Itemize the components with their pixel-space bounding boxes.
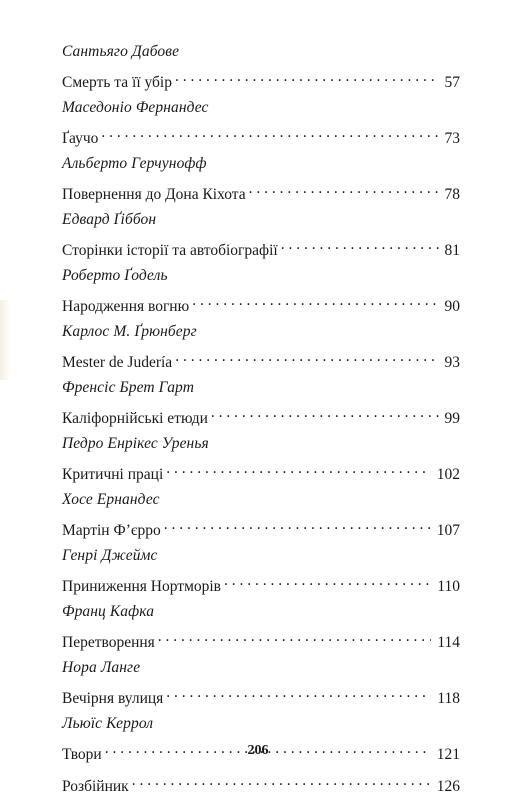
table-of-contents [62,38,460,795]
toc-page-number: 102 [431,465,460,485]
dot-leader [166,683,431,703]
dot-leader [192,291,438,311]
toc-entry [62,490,460,539]
toc-author: Педро Енрікес Уренья [62,435,209,452]
page-number-folio: 206 [247,743,269,758]
toc-line [62,179,460,203]
toc-entry [62,602,460,651]
toc-title: Критичні праці [62,466,164,483]
toc-entry [62,378,460,427]
dot-leader [175,347,438,367]
toc-page-number: 118 [431,689,460,709]
toc-author: Нора Ланге [62,659,141,676]
toc-entry [62,434,460,483]
toc-page-number: 81 [439,241,461,261]
toc-title: Перетворення [62,634,155,651]
dot-leader [175,67,439,87]
toc-entry [62,322,460,371]
toc-page-number: 93 [439,353,461,373]
toc-page-number: 107 [431,521,460,541]
dot-leader [211,403,439,423]
toc-author: Френсіс Брет Гарт [62,379,194,396]
page-edge-shadow [0,300,10,380]
toc-title: Сторінки історії та автобіографії [62,242,278,259]
toc-line [62,627,460,651]
toc-entry [62,658,460,707]
toc-title: Mester de Judería [62,354,173,371]
toc-author: Сантьяго Дабове [62,43,180,60]
toc-entry [62,42,460,91]
toc-title: Каліфорнійські етюди [62,410,208,427]
toc-title: Смерть та її убір [62,74,172,91]
toc-author: Альберто Герчунофф [62,155,207,172]
dot-leader [158,627,432,647]
toc-title: Повернення до Дона Кіхота [62,186,246,203]
toc-title: Вечірня вулиця [62,690,164,707]
toc-page-number: 126 [431,777,460,797]
toc-page-number: 73 [439,129,461,149]
toc-title: Ґаучо [62,130,99,147]
toc-title: Розбійник [62,778,129,795]
toc-page-number: 57 [439,73,461,93]
dot-leader [101,123,438,143]
toc-title: Мартін Ф’єрро [62,522,161,539]
toc-author: Едвард Ґіббон [62,211,157,228]
dot-leader [166,459,431,479]
toc-author: Льюїс Керрол [62,715,154,732]
toc-title: Твори [62,746,102,763]
dot-leader [164,515,431,535]
toc-line [62,235,460,259]
dot-leader [281,235,439,255]
toc-page-number: 78 [439,185,461,205]
toc-entry [62,266,460,315]
toc-author: Карлос М. Ґрюнберг [62,323,197,340]
toc-author: Хосе Ернандес [62,491,160,508]
toc-line [62,459,460,483]
toc-line [62,403,460,427]
toc-entry [62,210,460,259]
toc-page-number: 99 [439,409,461,429]
toc-page-number: 90 [439,297,461,317]
toc-line [62,291,460,315]
toc-entry-untitled-author [62,771,460,795]
toc-page-number: 114 [431,633,460,653]
toc-line [62,67,460,91]
toc-line [62,347,460,371]
toc-author: Маседоніо Фернандес [62,99,209,116]
toc-entry [62,154,460,203]
toc-line [62,123,460,147]
toc-line [62,515,460,539]
toc-line [62,571,460,595]
toc-entry [62,98,460,147]
dot-leader [249,179,439,199]
toc-page-number: 110 [431,577,460,597]
toc-author: Генрі Джеймс [62,547,158,564]
dot-leader [132,771,431,791]
toc-line [62,683,460,707]
toc-line [62,771,460,795]
toc-author: Франц Кафка [62,603,155,620]
toc-author: Роберто Ґодель [62,267,168,284]
toc-page-number: 121 [431,745,460,765]
toc-title: Приниження Нортморів [62,578,222,595]
dot-leader [224,571,431,591]
toc-title: Народження вогню [62,298,190,315]
toc-entry [62,546,460,595]
